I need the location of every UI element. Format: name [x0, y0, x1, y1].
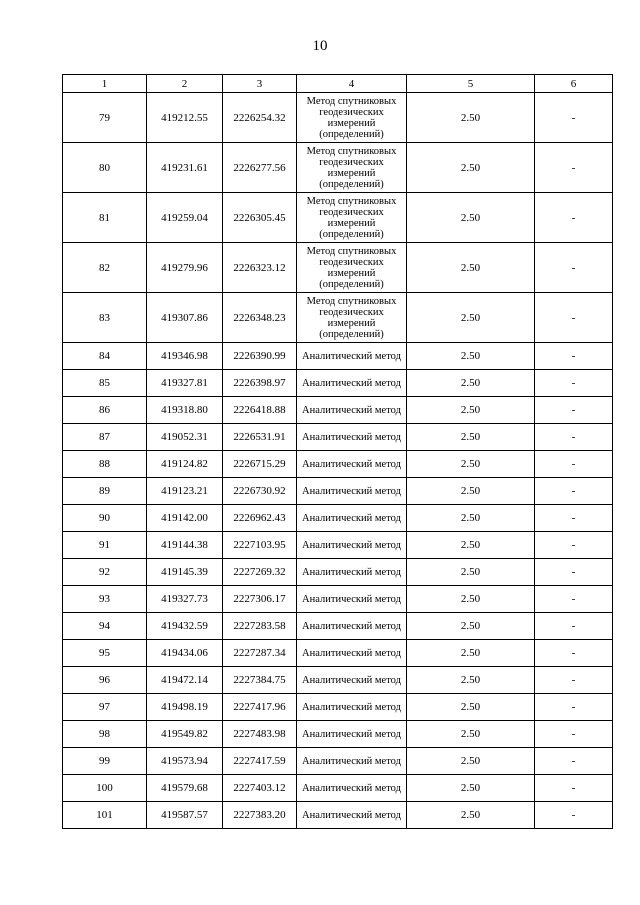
table-row [63, 640, 613, 667]
table-row [63, 721, 613, 748]
point-number-cell: 94 [63, 613, 147, 640]
y-coordinate-cell: 2227483.98 [223, 721, 297, 748]
note-cell: - [535, 667, 613, 694]
table-body [63, 93, 613, 829]
y-coordinate-cell: 2227403.12 [223, 775, 297, 802]
precision-cell: 2.50 [407, 343, 535, 370]
note-cell: - [535, 93, 613, 143]
x-coordinate-cell: 419579.68 [147, 775, 223, 802]
y-coordinate-cell: 2226277.56 [223, 143, 297, 193]
precision-cell: 2.50 [407, 93, 535, 143]
precision-cell: 2.50 [407, 143, 535, 193]
y-coordinate-cell: 2226305.45 [223, 193, 297, 243]
method-cell: Аналитический метод [297, 505, 407, 532]
table-row [63, 424, 613, 451]
method-cell: Метод спутниковых геодезических измерений (определений) [297, 93, 407, 143]
precision-cell: 2.50 [407, 694, 535, 721]
point-number-cell: 84 [63, 343, 147, 370]
point-number-cell: 89 [63, 478, 147, 505]
column-header: 3 [223, 75, 297, 93]
precision-cell: 2.50 [407, 613, 535, 640]
y-coordinate-cell: 2226418.88 [223, 397, 297, 424]
x-coordinate-cell: 419573.94 [147, 748, 223, 775]
precision-cell: 2.50 [407, 424, 535, 451]
y-coordinate-cell: 2227383.20 [223, 802, 297, 829]
table-row [63, 370, 613, 397]
x-coordinate-cell: 419327.73 [147, 586, 223, 613]
y-coordinate-cell: 2227306.17 [223, 586, 297, 613]
table-row [63, 559, 613, 586]
table-row [63, 667, 613, 694]
note-cell: - [535, 532, 613, 559]
x-coordinate-cell: 419307.86 [147, 293, 223, 343]
y-coordinate-cell: 2227103.95 [223, 532, 297, 559]
method-cell: Аналитический метод [297, 397, 407, 424]
point-number-cell: 95 [63, 640, 147, 667]
note-cell: - [535, 478, 613, 505]
precision-cell: 2.50 [407, 293, 535, 343]
note-cell: - [535, 694, 613, 721]
table-row [63, 505, 613, 532]
table-row [63, 694, 613, 721]
method-cell: Аналитический метод [297, 775, 407, 802]
precision-cell: 2.50 [407, 586, 535, 613]
point-number-cell: 93 [63, 586, 147, 613]
note-cell: - [535, 748, 613, 775]
method-cell: Аналитический метод [297, 370, 407, 397]
method-cell: Аналитический метод [297, 802, 407, 829]
precision-cell: 2.50 [407, 640, 535, 667]
page-number: 10 [312, 38, 328, 54]
column-header: 6 [535, 75, 613, 93]
point-number-cell: 81 [63, 193, 147, 243]
method-cell: Аналитический метод [297, 694, 407, 721]
y-coordinate-cell: 2226254.32 [223, 93, 297, 143]
x-coordinate-cell: 419231.61 [147, 143, 223, 193]
point-number-cell: 79 [63, 93, 147, 143]
x-coordinate-cell: 419318.80 [147, 397, 223, 424]
y-coordinate-cell: 2226398.97 [223, 370, 297, 397]
table-row [63, 586, 613, 613]
precision-cell: 2.50 [407, 748, 535, 775]
precision-cell: 2.50 [407, 505, 535, 532]
note-cell: - [535, 721, 613, 748]
point-number-cell: 87 [63, 424, 147, 451]
precision-cell: 2.50 [407, 243, 535, 293]
note-cell: - [535, 243, 613, 293]
precision-cell: 2.50 [407, 775, 535, 802]
x-coordinate-cell: 419587.57 [147, 802, 223, 829]
table-header-row [63, 75, 613, 93]
method-cell: Аналитический метод [297, 586, 407, 613]
point-number-cell: 82 [63, 243, 147, 293]
table-row [63, 613, 613, 640]
coordinates-table [62, 74, 613, 829]
y-coordinate-cell: 2227283.58 [223, 613, 297, 640]
y-coordinate-cell: 2226531.91 [223, 424, 297, 451]
x-coordinate-cell: 419124.82 [147, 451, 223, 478]
point-number-cell: 85 [63, 370, 147, 397]
method-cell: Аналитический метод [297, 532, 407, 559]
x-coordinate-cell: 419212.55 [147, 93, 223, 143]
table-row [63, 748, 613, 775]
note-cell: - [535, 451, 613, 478]
note-cell: - [535, 343, 613, 370]
x-coordinate-cell: 419145.39 [147, 559, 223, 586]
x-coordinate-cell: 419327.81 [147, 370, 223, 397]
y-coordinate-cell: 2227417.96 [223, 694, 297, 721]
table-row [63, 343, 613, 370]
column-header: 1 [63, 75, 147, 93]
precision-cell: 2.50 [407, 667, 535, 694]
column-header: 2 [147, 75, 223, 93]
point-number-cell: 97 [63, 694, 147, 721]
note-cell: - [535, 613, 613, 640]
method-cell: Аналитический метод [297, 748, 407, 775]
note-cell: - [535, 775, 613, 802]
point-number-cell: 80 [63, 143, 147, 193]
x-coordinate-cell: 419259.04 [147, 193, 223, 243]
note-cell: - [535, 370, 613, 397]
y-coordinate-cell: 2226323.12 [223, 243, 297, 293]
method-cell: Аналитический метод [297, 559, 407, 586]
column-header: 4 [297, 75, 407, 93]
method-cell: Метод спутниковых геодезических измерений (определений) [297, 143, 407, 193]
y-coordinate-cell: 2227269.32 [223, 559, 297, 586]
table-row [63, 802, 613, 829]
point-number-cell: 83 [63, 293, 147, 343]
table-row [63, 93, 613, 143]
precision-cell: 2.50 [407, 559, 535, 586]
y-coordinate-cell: 2227384.75 [223, 667, 297, 694]
note-cell: - [535, 505, 613, 532]
point-number-cell: 92 [63, 559, 147, 586]
method-cell: Аналитический метод [297, 478, 407, 505]
table-row [63, 293, 613, 343]
method-cell: Метод спутниковых геодезических измерений (определений) [297, 193, 407, 243]
precision-cell: 2.50 [407, 370, 535, 397]
note-cell: - [535, 640, 613, 667]
x-coordinate-cell: 419549.82 [147, 721, 223, 748]
note-cell: - [535, 143, 613, 193]
note-cell: - [535, 586, 613, 613]
method-cell: Аналитический метод [297, 343, 407, 370]
y-coordinate-cell: 2226348.23 [223, 293, 297, 343]
table-row [63, 243, 613, 293]
method-cell: Аналитический метод [297, 424, 407, 451]
y-coordinate-cell: 2226962.43 [223, 505, 297, 532]
method-cell: Аналитический метод [297, 613, 407, 640]
y-coordinate-cell: 2226390.99 [223, 343, 297, 370]
x-coordinate-cell: 419142.00 [147, 505, 223, 532]
point-number-cell: 100 [63, 775, 147, 802]
y-coordinate-cell: 2226730.92 [223, 478, 297, 505]
precision-cell: 2.50 [407, 397, 535, 424]
point-number-cell: 86 [63, 397, 147, 424]
x-coordinate-cell: 419052.31 [147, 424, 223, 451]
table-row [63, 532, 613, 559]
method-cell: Аналитический метод [297, 451, 407, 478]
x-coordinate-cell: 419346.98 [147, 343, 223, 370]
x-coordinate-cell: 419434.06 [147, 640, 223, 667]
point-number-cell: 101 [63, 802, 147, 829]
precision-cell: 2.50 [407, 478, 535, 505]
x-coordinate-cell: 419498.19 [147, 694, 223, 721]
method-cell: Метод спутниковых геодезических измерений (определений) [297, 293, 407, 343]
table-row [63, 478, 613, 505]
method-cell: Аналитический метод [297, 667, 407, 694]
table-row [63, 775, 613, 802]
x-coordinate-cell: 419123.21 [147, 478, 223, 505]
precision-cell: 2.50 [407, 532, 535, 559]
method-cell: Аналитический метод [297, 640, 407, 667]
note-cell: - [535, 802, 613, 829]
note-cell: - [535, 397, 613, 424]
x-coordinate-cell: 419432.59 [147, 613, 223, 640]
table-row [63, 397, 613, 424]
note-cell: - [535, 193, 613, 243]
table-row [63, 451, 613, 478]
precision-cell: 2.50 [407, 802, 535, 829]
x-coordinate-cell: 419144.38 [147, 532, 223, 559]
method-cell: Аналитический метод [297, 721, 407, 748]
precision-cell: 2.50 [407, 721, 535, 748]
table-row [63, 143, 613, 193]
y-coordinate-cell: 2227417.59 [223, 748, 297, 775]
note-cell: - [535, 293, 613, 343]
point-number-cell: 96 [63, 667, 147, 694]
point-number-cell: 90 [63, 505, 147, 532]
point-number-cell: 98 [63, 721, 147, 748]
method-cell: Метод спутниковых геодезических измерений (определений) [297, 243, 407, 293]
y-coordinate-cell: 2227287.34 [223, 640, 297, 667]
x-coordinate-cell: 419472.14 [147, 667, 223, 694]
point-number-cell: 91 [63, 532, 147, 559]
note-cell: - [535, 559, 613, 586]
y-coordinate-cell: 2226715.29 [223, 451, 297, 478]
column-header: 5 [407, 75, 535, 93]
table-row [63, 193, 613, 243]
precision-cell: 2.50 [407, 193, 535, 243]
x-coordinate-cell: 419279.96 [147, 243, 223, 293]
point-number-cell: 99 [63, 748, 147, 775]
note-cell: - [535, 424, 613, 451]
precision-cell: 2.50 [407, 451, 535, 478]
point-number-cell: 88 [63, 451, 147, 478]
